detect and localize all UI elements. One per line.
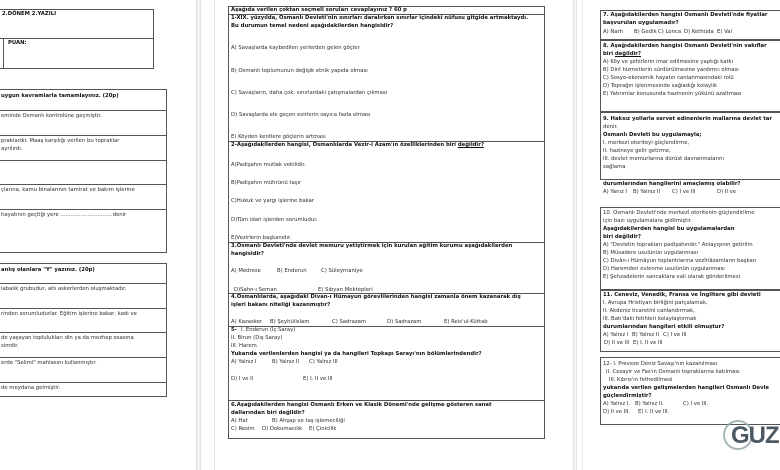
divider [0, 135, 167, 136]
question-11-prompt: durumlarından hangileri etkili olmuştur? [603, 324, 725, 330]
answer-option[interactable]: C) Sadrazam [332, 319, 367, 325]
answer-option[interactable]: C) Resim [231, 426, 255, 432]
question-text: erde "Selimi" mahlasını kullanmıştır. [1, 360, 97, 366]
question-9-stem: 9. Haksız yollarla servet edinenlerin mallarına devlet tar [603, 116, 772, 122]
answer-option[interactable]: C) I ve III [672, 189, 696, 195]
question-10-stem: Aşağıdakilerden hangisi bu uygulamalardan [603, 226, 735, 232]
answer-option[interactable]: D) Kethüda [684, 29, 714, 35]
answer-option[interactable]: E)Vezirlerin başkanıdır. [231, 235, 292, 241]
question-11-stem: 11. Ceneviz, Venedik, Fransa ve İngiltere gibi devletl [603, 292, 761, 298]
list-item: I. Enderun (İç Saray) [241, 327, 296, 333]
page-gutter [582, 0, 583, 470]
answer-option[interactable]: E) I, II ve III [633, 340, 663, 346]
answer-option[interactable]: E) I. II ve III [303, 376, 333, 382]
exam-page-right [600, 0, 780, 470]
page-gutter [214, 0, 215, 470]
question-text: labalık grubudur, atlı askerlerden oluşmaktadır. [1, 286, 127, 292]
divider [0, 160, 167, 161]
answer-option[interactable]: B) Yalnız II [633, 189, 661, 195]
answer-option[interactable]: B)Padişahın mührünü taşır [231, 180, 302, 186]
divider [229, 400, 544, 401]
answer-option[interactable]: B) Osmanlı toplumunun değişik etnik yapıda olması [231, 68, 368, 74]
answer-option[interactable]: C) Lonca [658, 29, 682, 35]
question-7-stem: 7. Aşağıdakilerden hangisi Osmanlı Devleti'nde fiyatlar [603, 12, 768, 18]
answer-option[interactable]: B) Şeyhülislam [270, 319, 310, 325]
list-item: sağlama [603, 164, 626, 170]
question-5-stem: Yukarıda verilenlerden hangisi ya da hangileri Topkapı Sarayı'nın bölümlerindendir? [231, 351, 482, 357]
stem-text: 10. Osmanlı Devleti'nde merkezî otoritenin güçlendirilme [603, 210, 755, 216]
question-2-stem [231, 142, 484, 149]
question-8-stem [603, 51, 641, 58]
section-title: anlış olanlara "Y" yazınız. (20p) [1, 267, 95, 273]
list-item: III. Kıbrıs'ın fethedilmesi [609, 377, 673, 383]
list-item: II. hazineye gelir getirme, [603, 148, 671, 154]
answer-option[interactable]: D) II ve III. [603, 409, 631, 415]
answer-option[interactable]: A) Yalnız I. [603, 401, 631, 407]
answer-option[interactable]: D) II ve III [604, 340, 630, 346]
answer-option[interactable]: E) Sıbyan Mektepleri [318, 287, 373, 293]
question-12-prompt: güçlendirmiştir? [603, 393, 652, 399]
answer-option[interactable]: E) Yatırımlar konusunda hazinenin yükünü azaltması [603, 91, 742, 97]
answer-option[interactable]: B) Müsadere usulünün uygulanması [603, 250, 698, 256]
question-text: rinden sorumludurlar. Eğitim işlerine bakar, kadı ve [1, 311, 137, 317]
answer-option[interactable]: E) I. II ve III. [638, 409, 670, 415]
stem-text: 2-Aşağıdakilerden hangisi, Osmanlılarda Vezir-i Azam'ın özelliklerinden biri [231, 142, 458, 148]
answer-option[interactable]: A) Medrese [231, 268, 261, 274]
question-text: eminde Osmanlı kontrolüne geçmiştir. [1, 113, 102, 119]
answer-option[interactable]: C) I ve III [663, 332, 687, 338]
answer-option[interactable]: B) Yalnız II [272, 359, 300, 365]
answer-option[interactable]: A) Yalnız I [231, 359, 257, 365]
answer-option[interactable]: B) Gedik [634, 29, 657, 35]
answer-option[interactable]: A) Hat [231, 418, 248, 424]
list-item: 12- I. Preveze Deniz Savaşı'nın kazanılması [603, 361, 718, 367]
answer-option[interactable]: B) Enderun [277, 268, 307, 274]
answer-option[interactable]: B) Yalnız II [632, 332, 660, 338]
answer-option[interactable]: D) Sadrazam [387, 319, 422, 325]
instructions: Aşağıda verilen çoktan seçmeli soruları cevaplayınız ? 60 p [231, 7, 407, 13]
answer-option[interactable]: D)Sahn-ı Seman [234, 287, 277, 293]
question-text: çlarına, kamu binalarının tamirat ve bakım işlerine [1, 187, 135, 193]
question-12-prompt: yukarıda verilen gelişmelerden hangileri Osmanlı Devle [603, 385, 770, 391]
section-title: uygun kavramlarla tamamlayınız. (20p) [1, 93, 119, 99]
question-7-stem: başvurulan uygulamadır? [603, 20, 679, 26]
answer-option[interactable]: C) Süleymaniye [321, 268, 363, 274]
divider [0, 332, 167, 333]
question-text: de meydana gelmiştir. [1, 385, 61, 391]
answer-option[interactable]: A)Padişahın mutlak vekilidir. [231, 162, 306, 168]
stem-emphasis: değildir? [614, 51, 641, 57]
list-item: II. Birun (Dış Saray) [231, 335, 283, 341]
question-10-stem [603, 210, 754, 217]
exam-page-left [0, 0, 168, 470]
answer-option[interactable]: A) Kazasker [231, 319, 263, 325]
answer-option[interactable]: D) I ve II [231, 376, 254, 382]
answer-option[interactable]: A) Yanız I [603, 189, 627, 195]
question-text: ayrılırdı. [1, 146, 23, 152]
answer-option[interactable]: C)Hukuk ve yargı işlerine bakar [231, 198, 315, 204]
answer-option[interactable]: D) Savaşlarda ele geçen esirlerin sayıca fazla olması [231, 112, 371, 118]
page-gutter [196, 0, 201, 470]
question-1-number-stem: 1-XIX. yüzyılda, Osmanlı Devleti'nin sınırları daralırken sınırlar içindeki nüfusu gitgide artmaktaydı. [231, 15, 529, 21]
divider [0, 38, 153, 39]
question-9-stem: denir. [603, 124, 618, 130]
question-4-stem: 4.Osmanlılarda, aşağıdaki Divan-ı Hümayun görevlilerinden hangisi zamanla önem kazanarak dış [231, 294, 521, 300]
question-10-stem: biri değildir? [603, 234, 641, 240]
question-1-prompt: Bu durumun temel nedeni aşağıdakilerden hangisidir? [231, 23, 394, 29]
divider [0, 308, 167, 309]
answer-option[interactable]: E) Val [717, 29, 733, 35]
question-text: simdir. [1, 343, 19, 349]
list-item: III. devlet memurlarına dürüst davranmalarını [603, 156, 724, 162]
question-5-number: 5- [231, 327, 237, 333]
exam-page-middle [228, 0, 545, 470]
stem-emphasis: değildir? [457, 142, 484, 148]
list-item: I. Avrupa Hristiyan birliğini parçalamak, [603, 300, 708, 306]
question-text: hayatının geçtiği yere ...............................denir [1, 212, 127, 218]
question-text: praklardır. Maaş karşılığı verilen bu topraklar [1, 138, 120, 144]
question-6-stem: dallarından biri değildir? [231, 410, 305, 416]
divider [0, 209, 167, 210]
question-text: de yaşayan toplulukları din ya da mezhep esasına [1, 335, 134, 341]
answer-option[interactable]: A) Yalnız I [603, 332, 629, 338]
question-3-stem: hangisidir? [231, 251, 264, 257]
watermark-logo-text: GUZ [731, 422, 779, 449]
list-item: II. Cezayir ve Fas'ın Osmanlı topraklarına katılması [606, 369, 740, 375]
answer-option[interactable]: C) Sosyo-ekonomik hayatın canlanmasındaki rolü [603, 75, 734, 81]
answer-option[interactable]: A) Köy ve şehirlerin imar edilmesine yaptığı katkı [603, 59, 734, 65]
answer-option[interactable]: B) Yalnız II. [635, 401, 664, 407]
answer-option[interactable]: D) Dokumacılık [262, 426, 303, 432]
answer-option[interactable]: D) Haremden evlenme usulünün uygulanması [603, 266, 725, 272]
divider [0, 110, 167, 111]
divider [0, 184, 167, 185]
divider [3, 38, 4, 69]
answer-option[interactable]: B) Ahşap ve taş işlemeciliği [272, 418, 345, 424]
question-9-prompt: durumlarından hangilerini amaçlamış olabilir? [603, 181, 741, 187]
list-item: II. Akdeniz ticaretini canlandırmak, [603, 308, 695, 314]
divider [0, 283, 167, 284]
question-10-stem: için bazı uygulamalara gidilmiştir. [603, 218, 693, 224]
page-gutter [573, 0, 577, 470]
divider [0, 357, 167, 358]
exam-title: 2.DÖNEM 2.YAZILI [2, 11, 57, 17]
answer-option[interactable]: C) Yalnız III [309, 359, 338, 365]
divider [0, 382, 167, 383]
answer-option[interactable]: C) Savaşların, daha çok, sınırlardaki çatışmalardan çıkması [231, 90, 388, 96]
answer-option[interactable]: A) "Devletin toprakları padişahındır." Anlayışının getirilm [603, 242, 753, 248]
score-label: PUAN: [8, 40, 27, 46]
stem-text: biri [603, 51, 615, 57]
answer-option[interactable]: E) Çinicilik [309, 426, 337, 432]
answer-option[interactable]: E) Reis'ul-Küttab [444, 319, 488, 325]
answer-option[interactable]: E) Şehzadelerin sancaklara vali olarak gönderilmesi [603, 274, 741, 280]
question-6-stem: 6.Aşağıdakilerden hangisi Osmanlı Erken ve Klasik Dönemi'nde gelişme gösteren sanat [231, 402, 492, 408]
question-8-stem: 8. Aşağıdakilerden hangisi Osmanlı Devleti'nin vakıflar [603, 43, 767, 49]
answer-option[interactable]: A) Narh [603, 29, 624, 35]
list-item: I. merkezi otoriteyi güçlendirme, [603, 140, 690, 146]
question-4-stem: işleri bakanı niteliği kazanmıştır? [231, 302, 331, 308]
answer-option[interactable]: D) II ve [717, 189, 737, 195]
question-3-stem: 3.Osmanlı Devleti'nde devlet memuru yetiştirmek için kurulan eğitim kurumu aşağıdakilerden [231, 243, 513, 249]
answer-option[interactable]: B) Dinî hizmetlerin sürdürülmesine yardımcı olması [603, 67, 739, 73]
question-9-lead: Osmanlı Devleti bu uygulamayla; [603, 132, 702, 138]
answer-option[interactable]: D)Tüm idari işlerden sorumludur. [231, 217, 318, 223]
answer-option[interactable]: C) Divân-ı Hümâyun toplantılarına vezîriâzamların başkan [603, 258, 757, 264]
list-item: III. Batı'daki fetihleri kolaylaştırmak [603, 316, 697, 322]
answer-option[interactable]: A) Savaşlarda kaybedilen yerlerden gelen göçler [231, 45, 360, 51]
exam-header-box [0, 9, 154, 69]
answer-option[interactable]: D) Toprağın işlenmesinde sağladığı kolaylık [603, 83, 718, 89]
list-item: III. Harem [231, 343, 257, 349]
answer-option[interactable]: C) I ve III. [683, 401, 709, 407]
answer-option[interactable]: E) Köyden kentlere göçlerin artması [231, 134, 326, 140]
